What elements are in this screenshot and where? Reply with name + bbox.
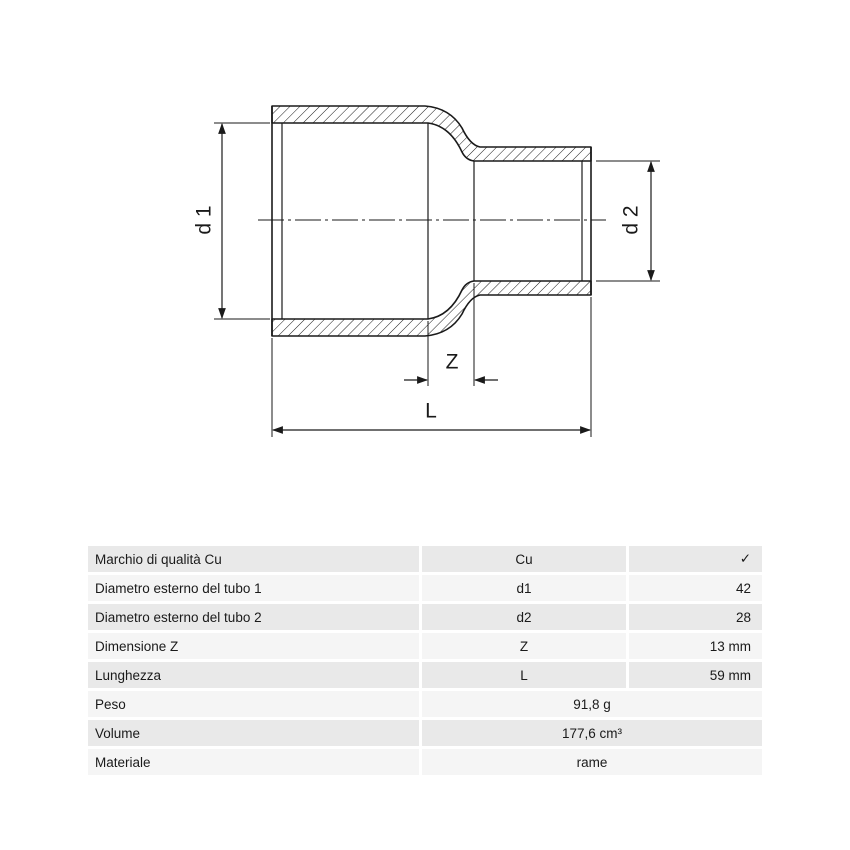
d1-label: d 1 xyxy=(192,205,216,235)
row-name: Materiale xyxy=(88,749,422,775)
row-value: 91,8 g xyxy=(422,691,762,717)
fitting-top-wall xyxy=(272,106,591,161)
table-row xyxy=(88,633,762,659)
row-value: ✓ xyxy=(629,546,762,572)
d2-label: d 2 xyxy=(619,205,643,235)
row-name: Marchio di qualità Cu xyxy=(88,546,422,572)
table-row xyxy=(88,720,762,746)
table-row xyxy=(88,691,762,717)
row-value: 28 xyxy=(629,604,762,630)
row-symbol: d2 xyxy=(422,604,629,630)
row-name: Lunghezza xyxy=(88,662,422,688)
spec-table-body xyxy=(88,546,762,775)
z-label: Z xyxy=(445,350,459,374)
row-name: Diametro esterno del tubo 1 xyxy=(88,575,422,601)
row-symbol: L xyxy=(422,662,629,688)
row-name: Peso xyxy=(88,691,422,717)
row-name: Dimensione Z xyxy=(88,633,422,659)
row-symbol: Cu xyxy=(422,546,629,572)
table-row xyxy=(88,575,762,601)
row-value: 59 mm xyxy=(629,662,762,688)
l-label: L xyxy=(425,399,437,423)
row-value: rame xyxy=(422,749,762,775)
row-symbol: Z xyxy=(422,633,629,659)
table-row xyxy=(88,749,762,775)
row-name: Diametro esterno del tubo 2 xyxy=(88,604,422,630)
row-value: 177,6 cm³ xyxy=(422,720,762,746)
row-name: Volume xyxy=(88,720,422,746)
row-value: 42 xyxy=(629,575,762,601)
fitting-bottom-wall xyxy=(272,281,591,336)
row-value: 13 mm xyxy=(629,633,762,659)
spec-table xyxy=(88,543,762,778)
table-row xyxy=(88,604,762,630)
row-symbol: d1 xyxy=(422,575,629,601)
table-row xyxy=(88,662,762,688)
table-row xyxy=(88,546,762,572)
